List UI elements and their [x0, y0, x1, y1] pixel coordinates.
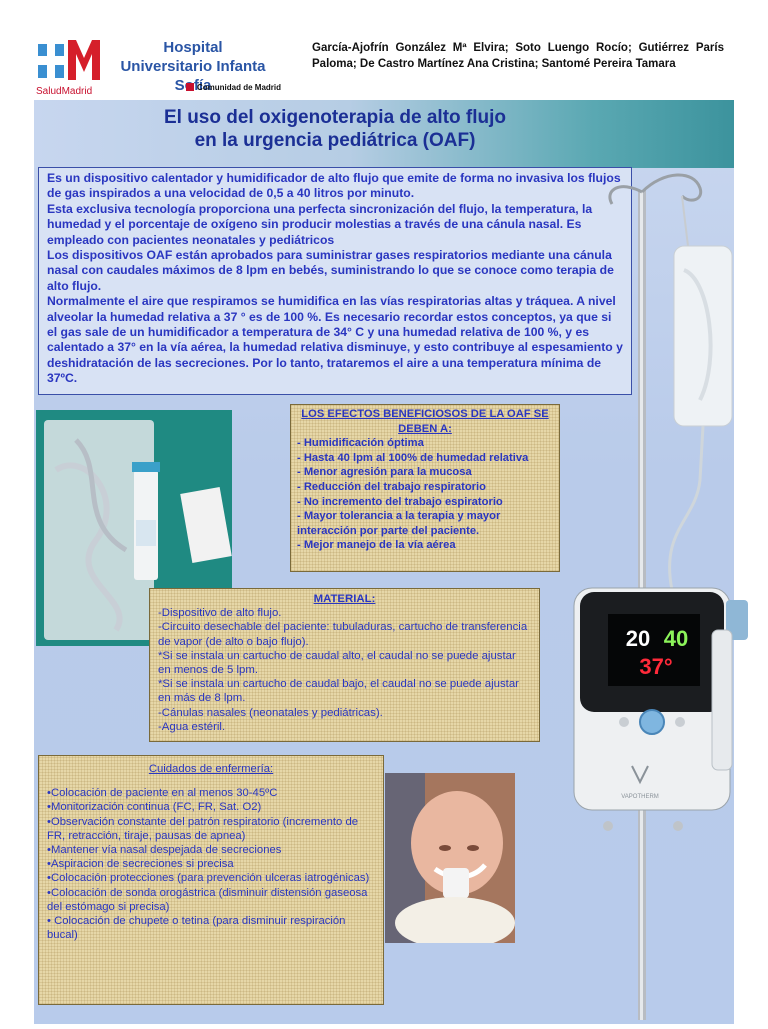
care-item: •Colocación de paciente en al menos 30-45ºC [47, 787, 278, 800]
intro-text-box [38, 167, 632, 395]
material-item: -Dispositivo de alto flujo. [158, 607, 282, 620]
effects-item: - Mayor tolerancia a la terapia y mayor interacción por parte del paciente. [297, 510, 501, 537]
oaf-device-illustration [560, 160, 768, 1024]
care-item: • Colocación de chupete o tetina (para disminuir respiración bucal) [47, 915, 346, 942]
effects-item: - Humidificación óptima [297, 437, 424, 450]
material-box [149, 588, 540, 742]
baby-photo [385, 773, 515, 943]
effects-item: - Mejor manejo de la vía aérea [297, 539, 456, 552]
intro-paragraph: Esta exclusiva tecnología proporciona una perfecta sincronización del flujo, la temperatura, la humedad y el porcentaje de oxígeno sin producir molestias a través de una cánula nasal. Es empleado con pacientes neonatales y pediátricos [47, 201, 593, 247]
salud-madrid-label: SaludMadrid [36, 86, 93, 97]
intro-paragraph: Es un dispositivo calentador y humidificador de alto flujo que emite de forma no invasiva los flujos de gas inspirados a una velocidad de 0,5 a 40 litros por minuto. [47, 171, 621, 201]
intro-paragraph: Normalmente el aire que respiramos se humidifica en las vías respiratorias altas y tráquea. A nivel alveolar la humedad relativa a 37 ° es de 100 %. Es necesario recordar estos conceptos, ya que si el gas sale de un humidificador a temperatura de 34° C y una humedad relativa de 100 %, y es calentado a 37° en la vía aérea, la humedad relativa disminuye, y esto contribuye al espesamiento y deshidratación de las secreciones. Por lo tanto, trataremos el aire a una temperatura mínima de 37ºC. [47, 294, 623, 386]
nursing-care-box [38, 755, 384, 1005]
poster-header [0, 0, 768, 100]
care-item: •Colocación protecciones (para prevención ulceras iatrogénicas) [47, 872, 370, 885]
baby-photo-illustration [385, 773, 515, 943]
temperature-readout: 37° [639, 654, 673, 679]
material-item: *Si se instala un cartucho de caudal alto, el caudal no se puede ajustar en menos de 5 lpm. [158, 649, 516, 677]
salud-madrid-logo-icon [36, 36, 100, 84]
device-control-knob-icon [640, 710, 664, 734]
care-item: •Mantener vía nasal despejada de secreciones [47, 844, 282, 857]
effects-item: - Hasta 40 lpm al 100% de humedad relativa [297, 451, 529, 464]
material-item: *Si se instala un cartucho de caudal bajo, el caudal no se puede ajustar en más de 8 lpm. [158, 678, 519, 705]
comunidad-madrid-label: Comunidad de Madrid [186, 83, 281, 92]
care-heading: Cuidados de enfermería: [148, 763, 274, 775]
material-heading: MATERIAL: [313, 593, 376, 605]
intro-paragraph: Los dispositivos OAF están aprobados para suministrar gases respiratorios mediante una cánula nasal con caudales máximos de 8 lpm en bebés, suministrando lo que se conoce como terapia de alto flujo. [47, 248, 614, 293]
authors: García-Ajofrín González Mª Elvira; Soto Luengo Rocío; Gutiérrez París Paloma; De Castro Martínez Ana Cristina; Santomé Pereira Tamara [312, 42, 724, 70]
hospital-name: Hospital Universitario Infanta Sofía [120, 39, 266, 94]
effects-item: - Menor agresión para la mucosa [297, 466, 472, 479]
effects-heading: LOS EFECTOS BENEFICIOSOS DE LA OAF SE DEBEN A: [301, 408, 549, 435]
iv-pole-and-device-icon [560, 160, 768, 1024]
effects-box [290, 404, 560, 572]
material-item: -Circuito desechable del paciente: tubuladuras, cartucho de transferencia de vapor (de alto o bajo flujo). [158, 621, 528, 648]
poster-title: El uso del oxigenoterapia de alto flujo en la urgencia pediátrica (OAF) [163, 107, 507, 151]
material-item: -Agua estéril. [158, 720, 226, 733]
material-item: -Cánulas nasales (neonatales y pediátricas). [158, 706, 383, 719]
effects-item: - No incremento del trabajo espiratorio [297, 495, 503, 508]
care-item: •Colocación de sonda orogástrica (disminuir distensión gaseosa del estómago si precisa) [47, 886, 368, 913]
device-brand-label: VAPOTHERM [621, 794, 659, 800]
effects-item: - Reducción del trabajo respiratorio [297, 480, 486, 493]
care-item: •Observación constante del patrón respiratorio (incremento de FR, retracción, tiraje, pausas de apnea) [47, 815, 359, 842]
care-item: •Monitorización continua (FC, FR, Sat. O2) [47, 801, 262, 814]
flow-readout: 20 [625, 626, 651, 651]
oxygen-readout: 40 [663, 626, 689, 651]
care-item: •Aspiracion de secreciones si precisa [47, 858, 234, 871]
